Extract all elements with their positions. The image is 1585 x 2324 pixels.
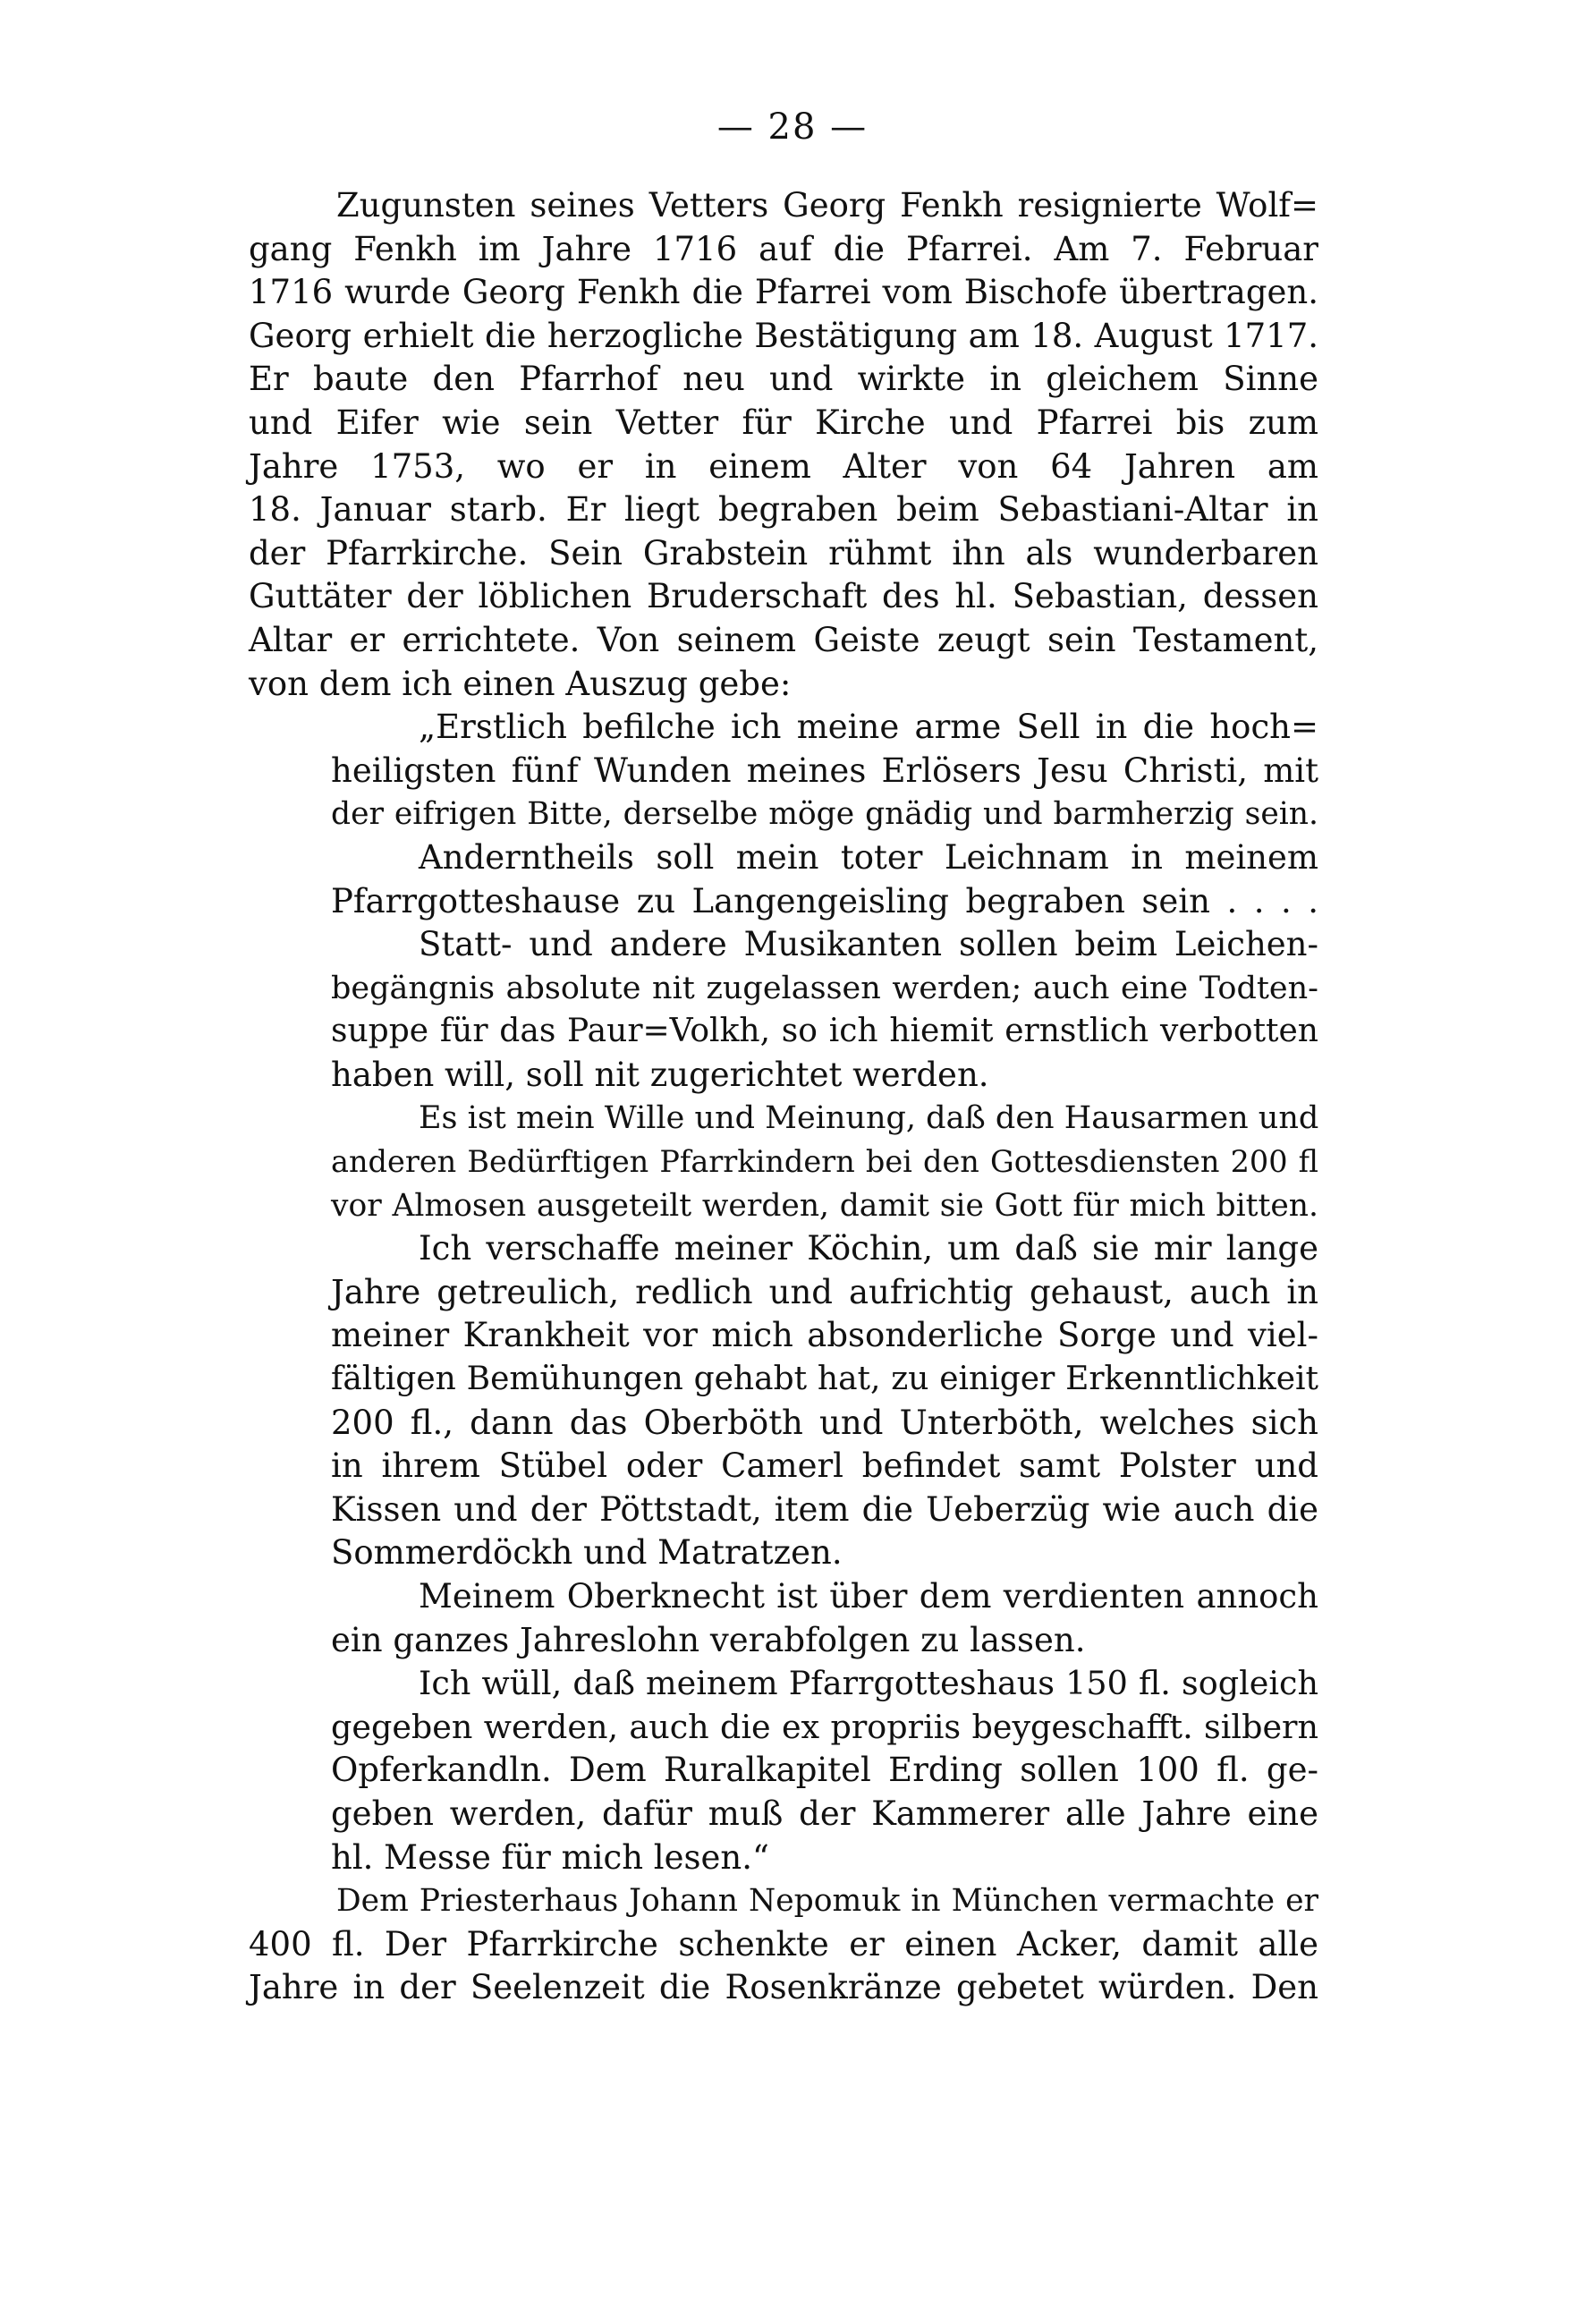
text-line: und Eifer wie sein Vetter für Kirche und Pfarrei bis zum [249, 403, 1318, 442]
text-line: 18. Januar starb. Er liegt begraben beim Sebastiani-Altar in [249, 490, 1318, 530]
text-line: vor Almosen ausgeteilt werden, damit sie Gott für mich bitten. [331, 1187, 1318, 1224]
text-line: Statt- und andere Musikanten sollen beim Leichen- [419, 925, 1318, 964]
text-line: ein ganzes Jahreslohn verabfolgen zu lassen. [331, 1620, 1086, 1659]
text-line: Sommerdöckh und Matratzen. [331, 1533, 843, 1573]
text-line: Dem Priesterhaus Johann Nepomuk in München vermachte er [336, 1883, 1318, 1920]
text-line: Opferkandln. Dem Ruralkapitel Erding sollen 100 fl. ge- [331, 1751, 1318, 1790]
text-line: Jahre getreulich, redlich und aufrichtig gehaust, auch in [331, 1272, 1318, 1311]
text-line: Es ist mein Wille und Meinung, daß den Hausarmen und [419, 1100, 1319, 1137]
text-line: anderen Bedürftigen Pfarrkindern bei den Gottesdiensten 200 fl [331, 1144, 1318, 1180]
text-line: Er baute den Pfarrhof neu und wirkte in gleichem Sinne [249, 360, 1318, 399]
text-line: begängnis absolute nit zugelassen werden; auch eine Todten- [331, 970, 1318, 1006]
text-line: 1716 wurde Georg Fenkh die Pfarrei vom Bischofe übertragen. [249, 273, 1318, 312]
text-line: Jahre 1753, wo er in einem Alter von 64 Jahren am [249, 446, 1318, 486]
text-line: Zugunsten seines Vetters Georg Fenkh resignierte Wolf= [336, 186, 1318, 225]
text-line: der Pfarrkirche. Sein Grabstein rühmt ihn als wunderbaren [249, 533, 1318, 573]
body-text [249, 184, 1318, 2010]
text-line: der eifrigen Bitte, derselbe möge gnädig und barmherzig sein. [331, 796, 1318, 833]
text-line: Ich wüll, daß meinem Pfarrgotteshaus 150 fl. sogleich [419, 1664, 1318, 1703]
text-line: Kissen und der Pöttstadt, item die Ueberzüg wie auch die [331, 1489, 1318, 1529]
text-line: Ich verschaffe meiner Köchin, um daß sie mir lange [419, 1229, 1318, 1268]
text-line: 400 fl. Der Pfarrkirche schenkte er einen Acker, damit alle [249, 1924, 1318, 1964]
text-line: Pfarrgotteshause zu Langengeisling begraben sein . . . . [331, 881, 1318, 920]
text-line: Georg erhielt die herzogliche Bestätigung am 18. August 1717. [249, 316, 1318, 355]
text-line: heiligsten fünf Wunden meines Erlösers Jesu Christi, mit [331, 751, 1318, 790]
text-line: Jahre in der Seelenzeit die Rosenkränze gebetet würden. Den [249, 1968, 1318, 2007]
text-line: in ihrem Stübel oder Camerl befindet samt Polster und [331, 1446, 1318, 1486]
text-line: suppe für das Paur=Volkh, so ich hiemit ernstlich verbotten [331, 1013, 1318, 1050]
text-line: gegeben werden, auch die ex propriis beygeschafft. silbern [331, 1707, 1318, 1746]
page-number: — 28 — [716, 106, 869, 148]
text-line: von dem ich einen Auszug gebe: [249, 664, 792, 703]
text-line: hl. Messe für mich lesen.“ [331, 1837, 769, 1877]
text-line: Meinem Oberknecht ist über dem verdienten annoch [419, 1577, 1318, 1616]
text-line: Altar er errichtete. Von seinem Geiste zeugt sein Testament, [249, 620, 1318, 659]
text-line: 200 fl., dann das Oberböth und Unterböth, welches sich [331, 1403, 1318, 1442]
text-line: fältigen Bemühungen gehabt hat, zu einiger Erkenntlichkeit [331, 1361, 1318, 1398]
text-line: geben werden, dafür muß der Kammerer alle Jahre eine [331, 1794, 1318, 1833]
text-line: Guttäter der löblichen Bruderschaft des hl. Sebastian, dessen [249, 577, 1318, 616]
text-line: „Erstlich befilche ich meine arme Sell in die hoch= [419, 708, 1318, 747]
text-line: meiner Krankheit vor mich absonderliche Sorge und viel- [331, 1316, 1318, 1355]
text-line: haben will, soll nit zugerichtet werden. [331, 1055, 989, 1094]
text-line: gang Fenkh im Jahre 1716 auf die Pfarrei. Am 7. Februar [249, 229, 1318, 268]
text-line: Anderntheils soll mein toter Leichnam in meinem [419, 837, 1318, 877]
